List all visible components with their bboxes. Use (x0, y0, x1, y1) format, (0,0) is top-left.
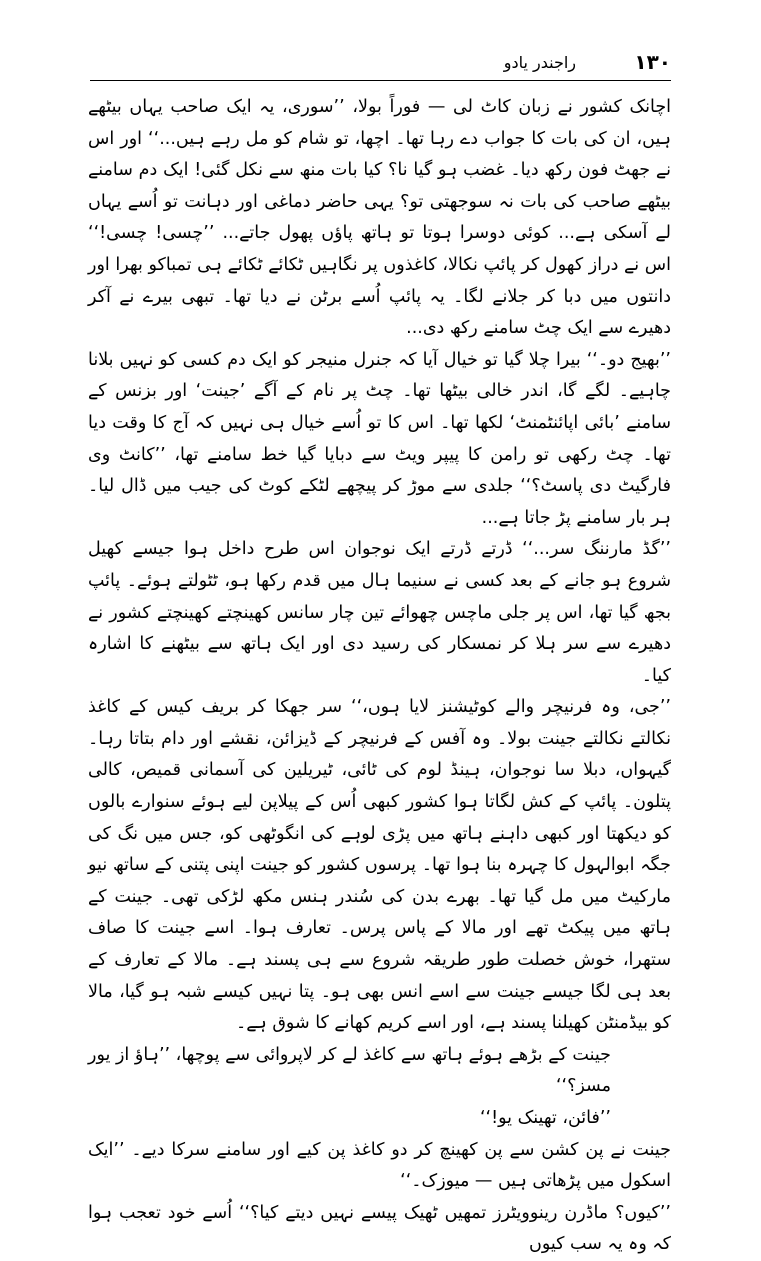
paragraph: ’’بھیج دو۔‘‘ بیرا چلا گیا تو خیال آیا کہ جنرل منیجر کو ایک دم کسی کو نہیں بلانا چاہیے۔ لگے گا، اندر خالی بیٹھا تھا۔ چٹ پر نام کے آگے ’جینت‘ اور بزنس کے سامنے ’بائی اپائنٹمنٹ‘ لکھا تھا۔ اس کا تو اُسے خیال ہی نہیں کہ آج کا وقت دیا تھا۔ چٹ رکھی تو رامن کا پیپر ویٹ سے دبایا گیا خط سامنے تھا، ’’کانٹ وی فارگیٹ دی پاسٹ؟‘‘ جلدی سے موڑ کر پیچھے لٹکے کوٹ کی جیب میں ڈال لیا۔ ہر بار سامنے پڑ جاتا ہے... (88, 349, 671, 528)
paragraph: ’’کیوں؟ ماڈرن رینوویٹرز تمھیں ٹھیک پیسے نہیں دیتے کیا؟‘‘ اُسے خود تعجب ہوا کہ وہ یہ سب کیوں (88, 1202, 671, 1255)
paragraph: ’’گڈ مارننگ سر...‘‘ ڈرتے ڈرتے ایک نوجوان اس طرح داخل ہوا جیسے کھیل شروع ہو جانے کے بعد کسی نے سنیما ہال میں قدم رکھا ہو، ٹٹولتے ہوئے۔ پائپ بجھ گیا تھا، اس پر جلی ماچس چھوائے تین چار سانس کھینچتے کھینچتے کشور نے دھیرے سے سر ہلا کر نمسکار کی رسید دی اور ایک ہاتھ سے بیٹھنے کا اشارہ کیا۔ (88, 539, 671, 686)
paragraph: اچانک کشور نے زبان کاٹ لی — فوراً بولا، ’’سوری، یہ ایک صاحب یہاں بیٹھے ہیں، ان کی بات کا جواب دے رہا تھا۔ اچھا، تو شام کو مل رہے ہیں...‘‘ اور اس نے جھٹ فون رکھ دیا۔ غضب ہو گیا نا؟ کیا بات منھ سے نکل گئی! ایک دم سامنے بیٹھے صاحب کی بات نہ سوجھتی تو؟ یہی حاضر دماغی اور دہانت تو اُسے یہاں لے آسکی ہے... کوئی دوسرا ہوتا تو ہاتھ پاؤں پھول جاتے... ’’چسی! چسی!‘‘ اس نے دراز کھول کر پائپ نکالا، کاغذوں پر نگاہیں ٹکائے ٹکائے ہی تمباکو بھرا اور دانتوں میں دبا کر جلانے لگا۔ یہ پائپ اُسے برٹن نے دیا تھا۔ تبھی بیرے نے آکر دھیرے سے ایک چٹ سامنے رکھ دی... (88, 97, 671, 339)
dialogue-line: جینت کے بڑھے ہوئے ہاتھ سے کاغذ لے کر لاپروائی سے پوچھا، ’’ہاؤ از یور مسز؟‘‘ (88, 1044, 611, 1097)
page-number: ١٣٠ (634, 50, 671, 74)
paragraph: ’’جی، وہ فرنیچر والے کوٹیشنز لایا ہوں،‘‘ سر جھکا کر بریف کیس کے کاغذ نکالتے نکالتے جینت بولا۔ وہ آفس کے فرنیچر کے ڈیزائن، نقشے اور دام بتاتا رہا۔ گیہواں، دبلا سا نوجوان، ہینڈ لوم کی ٹائی، ٹیریلین کی آسمانی قمیص، کالی پتلون۔ پائپ کے کش لگاتا ہوا کشور کبھی اُس کے پیلاپن لیے ہوئے سنوارے بالوں کو دیکھتا اور کبھی داہنے ہاتھ میں پڑی لوہے کی انگوٹھی کو، جس میں نگ کی جگہ ابوالہول کا چہرہ بنا ہوا تھا۔ پرسوں کشور کو جینت اپنی پتنی کے ساتھ نیو مارکیٹ میں مل گیا تھا۔ بھرے بدن کی سُندر ہنس مکھ لڑکی تھی۔ جینت کے ہاتھ میں پیکٹ تھے اور مالا کے پاس پرس۔ تعارف ہوا۔ اسے جینت کا صاف ستھرا، خوش خصلت طور طریقہ شروع سے ہی پسند ہے۔ مالا کے تعارف کے بعد ہی لگا جیسے جینت سے اسے انس بھی ہو۔ پتا نہیں کیسے شبہ ہو گیا، مالا کو بیڈمنٹن کھیلنا پسند ہے، اور اسے کریم کھانے کا شوق ہے۔ (88, 697, 671, 1034)
dialogue-line: ’’فائن، تھینک یو!‘‘ (479, 1108, 611, 1128)
body-text (88, 92, 671, 1261)
running-header (90, 50, 671, 81)
running-title: راجندر یادو (503, 53, 576, 72)
paragraph: جینت نے پن کشن سے پن کھینچ کر دو کاغذ پن کیے اور سامنے سرکا دیے۔ ’’ایک اسکول میں پڑھاتی ہیں — میوزک۔‘‘ (88, 1139, 671, 1192)
